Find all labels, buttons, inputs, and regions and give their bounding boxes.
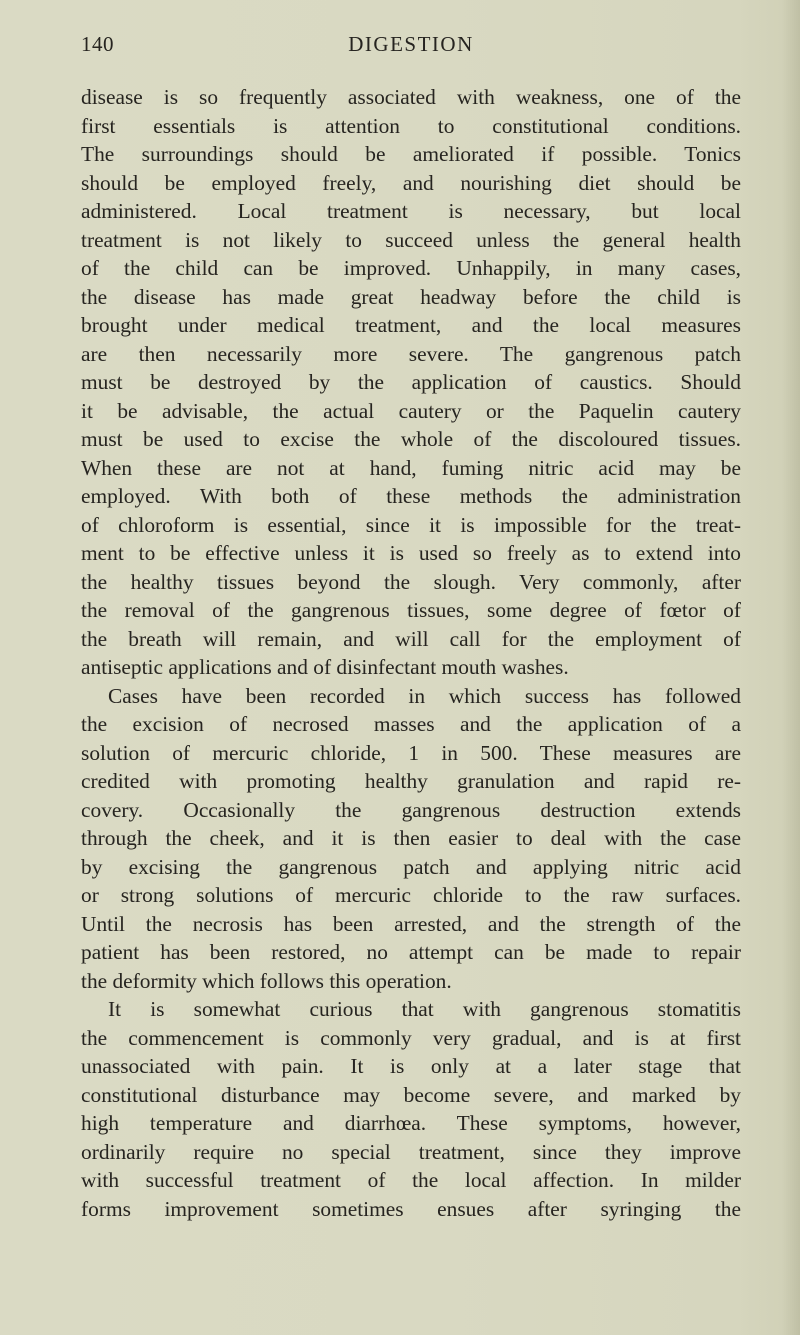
- text-line: should be employed freely, and nourishing diet should be: [81, 170, 741, 195]
- text-line: disease is so frequently associated with weakness, one of the: [81, 85, 741, 109]
- text-line: first essentials is attention to constitutional conditions.: [81, 113, 741, 138]
- text-line: the excision of necrosed masses and the application of a: [81, 712, 741, 736]
- page-header: [81, 32, 741, 58]
- running-title: DIGESTION: [348, 32, 474, 56]
- text-line: it be advisable, the actual cautery or the Paquelin cautery: [81, 398, 741, 423]
- text-line: forms improvement sometimes ensues after syringing the: [81, 1196, 741, 1221]
- text-line: are then necessarily more severe. The gangrenous patch: [81, 341, 741, 366]
- text-line: ordinarily require no special treatment, since they improve: [81, 1139, 741, 1164]
- text-line: When these are not at hand, fuming nitric acid may be: [81, 455, 741, 480]
- text-line: high temperature and diarrhœa. These symptoms, however,: [81, 1111, 741, 1135]
- text-line: treatment is not likely to succeed unless the general health: [81, 227, 741, 252]
- text-line: or strong solutions of mercuric chloride to the raw surfaces.: [81, 883, 741, 907]
- text-line: the commencement is commonly very gradual, and is at first: [81, 1025, 741, 1050]
- page-edge-shadow: [782, 0, 800, 1335]
- text-line: unassociated with pain. It is only at a later stage that: [81, 1054, 741, 1078]
- text-line: credited with promoting healthy granulation and rapid re-: [81, 769, 741, 793]
- body-text: [81, 83, 741, 1223]
- text-line: patient has been restored, no attempt can be made to repair: [81, 940, 741, 964]
- text-line: constitutional disturbance may become severe, and marked by: [81, 1082, 741, 1107]
- text-line: the deformity which follows this operation.: [81, 968, 452, 993]
- text-line: The surroundings should be ameliorated if possible. Tonics: [81, 142, 741, 166]
- text-line: brought under medical treatment, and the local measures: [81, 313, 741, 337]
- text-line: of chloroform is essential, since it is impossible for the treat-: [81, 512, 741, 537]
- text-line: solution of mercuric chloride, 1 in 500. These measures are: [81, 740, 741, 765]
- text-line: the disease has made great headway before the child is: [81, 284, 741, 309]
- text-line: It is somewhat curious that with gangrenous stomatitis: [108, 997, 741, 1021]
- text-line: ment to be effective unless it is used so freely as to extend into: [81, 541, 741, 565]
- text-line: Cases have been recorded in which success has followed: [108, 683, 741, 708]
- text-line: by excising the gangrenous patch and applying nitric acid: [81, 854, 741, 879]
- text-line: administered. Local treatment is necessary, but local: [81, 199, 741, 223]
- text-line: antiseptic applications and of disinfectant mouth washes.: [81, 655, 569, 679]
- text-line: must be destroyed by the application of caustics. Should: [81, 370, 741, 394]
- page-number: 140: [81, 32, 114, 56]
- text-line: the healthy tissues beyond the slough. Very commonly, after: [81, 569, 741, 594]
- text-line: of the child can be improved. Unhappily, in many cases,: [81, 256, 741, 280]
- text-line: employed. With both of these methods the administration: [81, 484, 741, 508]
- text-line: Until the necrosis has been arrested, and the strength of the: [81, 911, 741, 936]
- text-line: through the cheek, and it is then easier to deal with the case: [81, 826, 741, 850]
- text-line: the breath will remain, and will call for the employment of: [81, 626, 741, 651]
- text-line: the removal of the gangrenous tissues, some degree of fœtor of: [81, 598, 741, 622]
- text-line: must be used to excise the whole of the discoloured tissues.: [81, 427, 741, 451]
- text-line: covery. Occasionally the gangrenous destruction extends: [81, 797, 741, 822]
- text-line: with successful treatment of the local affection. In milder: [81, 1168, 741, 1192]
